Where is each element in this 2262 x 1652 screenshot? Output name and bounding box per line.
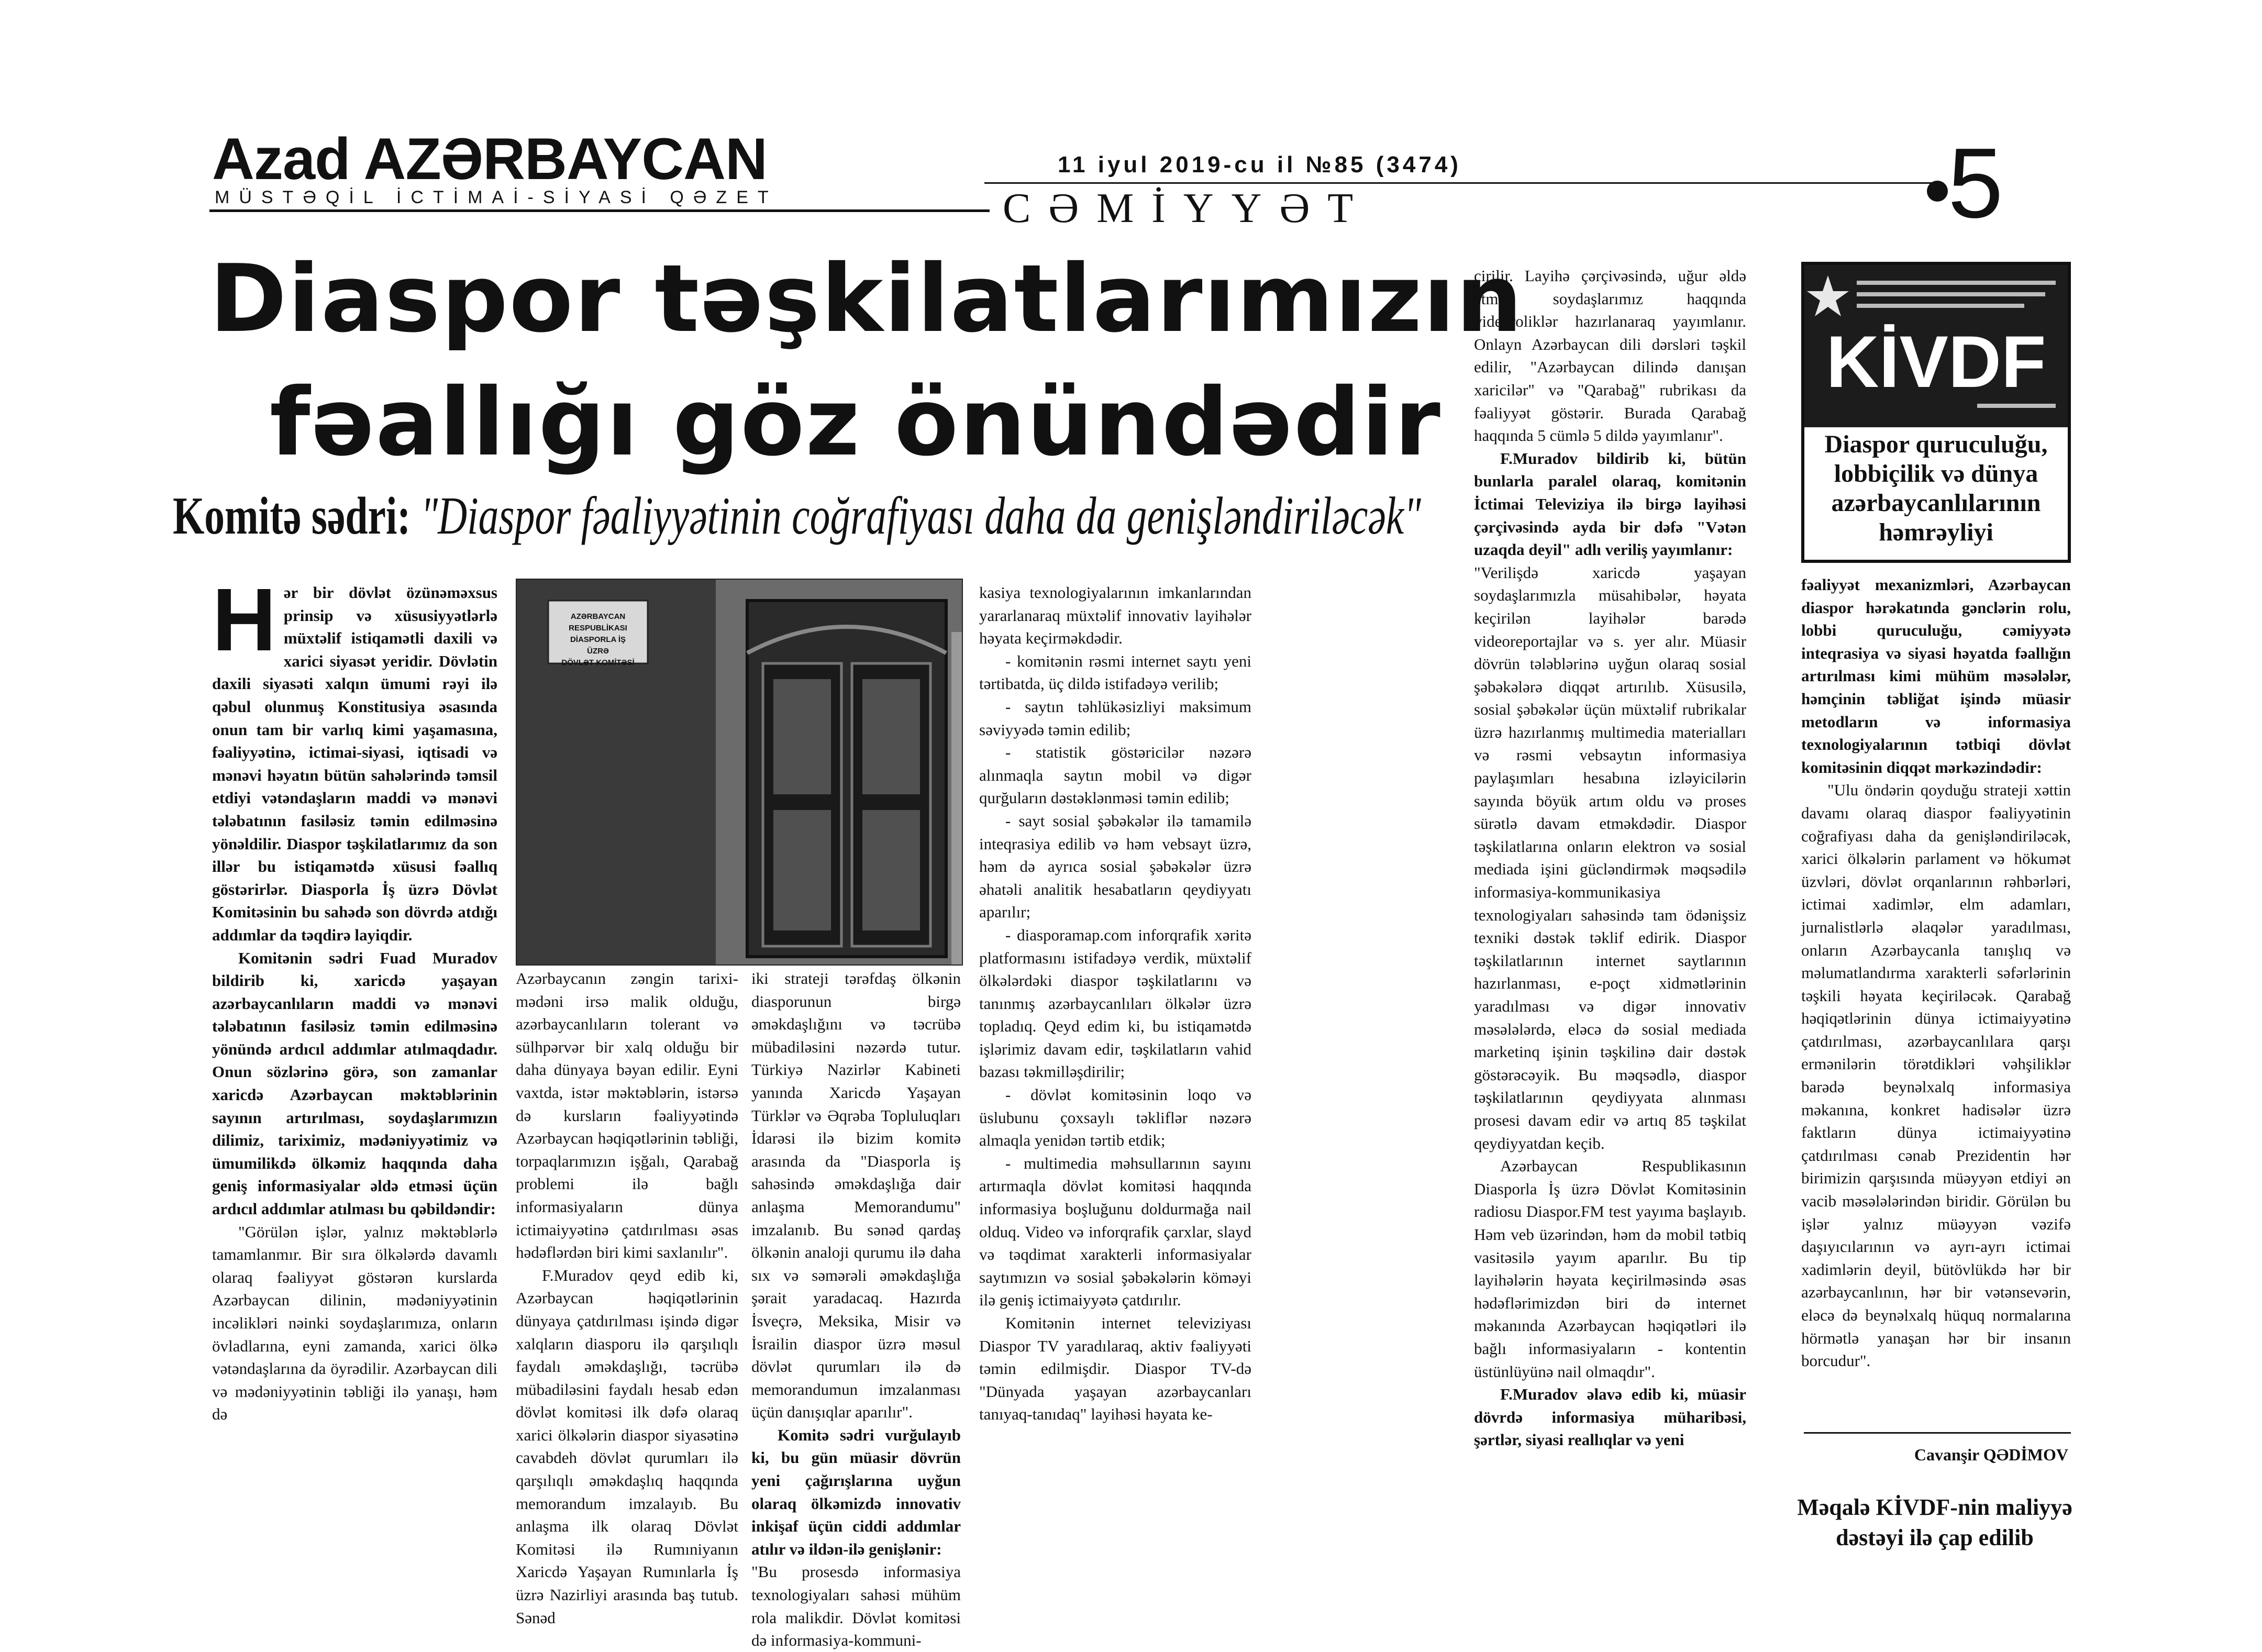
masthead-tagline: MÜSTƏQİL İCTİMAİ-SİYASİ QƏZET — [215, 187, 778, 207]
headline-line-1: Diaspor təşkilatlarımızın — [209, 245, 1524, 353]
funding-note: Məqalə KİVDF-nin maliyyə dəstəyi ilə çap edilib — [1797, 1494, 2072, 1550]
dropcap: H — [212, 570, 276, 670]
kivdf-sidebar — [1801, 262, 2071, 563]
col3-paragraph-1: iki strateji tərəfdaş ölkənin diasporunun birgə əməkdaşlığını və təcrübə mübadiləsini nəzərdə tutur. Türkiyə Nazirlər Kabineti yanında Xaricdə Yaşayan Türklər və Əqrəba Topluluqları İdarəsi ilə bizim komitə arasında da "Diasporla iş sahəsində əməkdaşlığa dair anlaşma Memorandumu" imzalanıb. Bu sənəd qardaş ölkənin analoji qurumu ilə daha sıx və səmərəli əməkdaşlığa şərait yaradacaq. Hazırda İsveçrə, Meksika, Misir və İsrailin diaspor üzrə məsul dövlət qurumları ilə də memorandumun imzalanması üçün danışıqlar aparılır". — [751, 969, 961, 1422]
article-column-6 — [1801, 573, 2071, 1372]
col4-bullet-7: - multimedia məhsullarının sayını artırmaqla dövlət komitəsi haqqında informasiya boşluğunu doldurmağa nail olduq. Video və inforqrafik çarxlar, slayd və təqdimat xarakterli informasiyalar saytımızın və sosial şəbəkələrin köməyi ilə geniş ictimaiyyətə çatdırılır. — [979, 1154, 1251, 1310]
col4-bullet-1: - komitənin rəsmi internet saytı yeni tərtibatda, üç dildə istifadəyə verilib; — [979, 651, 1251, 693]
col1-paragraph-2: Komitənin sədri Fuad Muradov bildirib ki, xaricdə yaşayan azərbaycanlıların maddi və mənəvi tələbatının fasiləsiz təmin edilməsinə yönündə ardıcıl addımlar atılmaqdadır. Onun sözlərinə görə, son zamanlar xaricdə Azərbaycan məktəblərinin sayının artırılması, soydaşlarımızın dilimiz, tariximiz, mədəniyyətimiz və ümumilikdə ölkəmiz haqqında daha geniş informasiyalar əldə etməsi üçün ardıcıl addımlar atılması bu qəbildəndir: — [212, 948, 497, 1218]
subheadline — [173, 486, 1421, 546]
col3-paragraph-2: Komitə sədri vurğulayıb ki, bu gün müasir dövrün yeni çağırışlarına uyğun olaraq ölkəmizdə innovativ inkişaf üçün ciddi addımlar atılır və ildən-ilə genişlənir: — [751, 1425, 961, 1558]
dateline-rule — [984, 182, 1943, 184]
masthead-name: Azad AZƏRBAYCAN — [212, 126, 767, 192]
col6-paragraph-2: "Ulu öndərin qoyduğu strateji xəttin davamı olaraq diaspor fəaliyyətinin coğrafiyası daha da genişləndiriləcək, xarici ölkələrin parlament və hökumət üzvləri, dövlət orqanlarının rəhbərləri, ictimai xadimlər, elm adamları, jurnalistlərlə əlaqələr yaradılması, onların Azərbaycanla tanışlıq və məlumatlandırma xarakterli səfərlərinin təşkili həyata keçiriləcək. Qarabağ həqiqətlərinin dünya ictimaiyyətinə çatdırılması, azərbaycanlılara qarşı ermənilərin törətdikləri vəhşiliklər barədə beynəlxalq informasiya məkanına, konkret hadisələr üzrə faktların dünya ictimaiyyətinə çatdırılması cənab Prezidentin hər birimizin qarşısında müəyyən etdiyi ən vacib məsələlərindən biridir. Görülən bu işlər yalnız müəyyən vəzifə daşıyıcılarının və ayrı-ayrı ictimai xadimlərin deyil, bütövlükdə hər bir azərbaycanlının, hər bir vətənsevərin, eləcə də beynəlxalq hüquq normalarına hörmətlə yanaşan hər bir insanın borcudur". — [1801, 781, 2071, 1370]
article-column-4 — [979, 581, 1251, 1426]
headline-line-2: fəallığı göz önündədir — [270, 368, 1442, 476]
photo-sign: AZƏRBAYCAN RESPUBLİKASI DİASPORLA İŞ ÜZRƏ DÖVLƏT KOMİTƏSİ — [561, 612, 635, 667]
section-title: CƏMİYYƏT — [1003, 185, 1371, 231]
subhead-label: Komitə sədri: — [173, 486, 411, 546]
col5-paragraph-1: çirilir. Layihə çərçivəsində, uğur əldə etmiş soydaşlarımız haqqında videoroliklər hazırlanaraq yayımlanır. Onlayn Azərbaycan dili dərsləri təşkil edilir, "Azərbaycan dilində danışan xaricilər" və "Qarabağ" rubrikası da fəaliyyət göstərir. Burada Qarabağ haqqında 5 cümlə 5 dildə yayımlanır". — [1474, 267, 1746, 445]
article-column-1 — [212, 570, 497, 1426]
col4-bullet-4: - sayt sosial şəbəkələr ilə tamamilə inteqrasiya edilib və həm vebsayt üzrə, həm də ayrıca sosial şəbəkələr üzrə əhatəli analitik hesabatların qeydiyyatı aparılır; — [979, 811, 1251, 922]
article-column-2 — [516, 967, 738, 1629]
col4-paragraph-2: Komitənin internet televiziyası Diaspor TV yaradılaraq, aktiv fəaliyyəti təmin edilmişdir. Diaspor TV-də "Dünyada yaşayan azərbaycanları tanıyaq-tanıdaq" layihəsi həyata ke- — [979, 1314, 1251, 1424]
sidebar-title: Diaspor quruculuğu, lobbiçilik və dünya azərbaycanlılarının həmrəyliyi — [1824, 430, 2048, 546]
col3-paragraph-3: "Bu prosesdə informasiya texnologiyaları sahəsi mühüm rola malikdir. Dövlət komitəsi də informasiya-kommuni- — [751, 1562, 961, 1650]
col4-bullet-2: - saytın təhlükəsizliyi maksimum səviyyədə təmin edilib; — [979, 697, 1251, 739]
col4-bullet-5: - diasporamap.com inforqrafik xəritə platformasını istifadəyə verdik, müxtəlif ölkələrdəki diaspor təşkilatlarını və tanınmış azərbaycanlıları ölkələr üzrə topladıq. Qeyd edim ki, bu istiqamətdə işlərimiz davam edir, təşkilatların vahid bazası təkmilləşdirilir; — [979, 925, 1251, 1081]
col2-paragraph-2: F.Muradov qeyd edib ki, Azərbaycan həqiqətlərinin dünyaya çatdırılması işində digər xalqların diasporu ilə qarşılıqlı faydalı əməkdaşlığı, təcrübə mübadiləsini faydalı hesab edən dövlət komitəsi ilk dəfə olaraq xarici ölkələrin diaspor siyasətinə cavabdeh dövlət qurumları ilə qarşılıqlı əməkdaşlıq haqqında memorandum imzalayıb. Bu anlaşma ilk olaraq Dövlət Komitəsi ilə Rumıniyanın Xaricdə Yaşayan Rumınlarla İş üzrə Nazirliyi arasında baş tutub. Sənəd — [516, 1266, 738, 1627]
col2-paragraph-1: Azərbaycanın zəngin tarixi-mədəni irsə malik olduğu, azərbaycanlıların tolerant və sülhpərvər bir xalq olduğu bir daha dünyaya bəyan edilir. Eyni vaxtda, istər məktəblərin, istərsə də kursların fəaliyyətində Azərbaycan həqiqətlərinin təbliği, torpaqlarımızın işğalı, Qarabağ problemi ilə bağlı informasiyaların dünya ictimaiyyətinə çatdırılması əsas hədəflərdən biri kimi saxlanılır". — [516, 969, 738, 1262]
col5-paragraph-4: Azərbaycan Respublikasının Diasporla İş üzrə Dövlət Komitəsinin radiosu Diaspor.FM test yayıma başlayıb. Həm veb üzərindən, həm də mobil tətbiq vasitəsilə yayım aparılır. Bu tip layihələrin həyata keçirilməsində əsas hədəflərimizdən biri də internet məkanında Azərbaycan həqiqətləri ilə bağlı informasiyaların - kontentin üstünlüyünə nail olmaqdır". — [1474, 1157, 1746, 1381]
col6-paragraph-1: fəaliyyət mexanizmləri, Azərbaycan diaspor hərəkatında gənclərin rolu, lobbi quruculuğu, cəmiyyətə inteqrasiya və siyasi həyatda fəallığın artırılması kimi mühüm məsələlər, həmçinin təbliğat işində müasir metodların və informasiya texnologiyalarının tətbiqi dövlət komitəsinin diqqət mərkəzindədir: — [1801, 575, 2071, 777]
kivdf-logo — [1804, 265, 2068, 427]
dateline: 11 iyul 2019-cu il №85 (3474) — [1058, 152, 1461, 178]
col4-bullet-6: - dövlət komitəsinin loqo və üslubunu çoxsaylı təkliflər nəzərə almaqla yenidən tərtib etdik; — [979, 1085, 1251, 1150]
col1-paragraph-3: "Görülən işlər, yalnız məktəblərlə tamamlanmır. Bir sıra ölkələrdə davamlı olaraq fəaliyyət göstərən kurslarda Azərbaycan dilinin, mədəniyyətinin incəlikləri nəinki soydaşlarımıza, onların övladlarına, eyni zamanda, xarici ölkə vətəndaşlarına da öyrədilir. Azərbaycan dili və mədəniyyətinin təbliği ilə yanaşı, həm də — [212, 1222, 497, 1424]
masthead-rule — [209, 209, 990, 212]
col5-paragraph-5: F.Muradov əlavə edib ki, müasir dövrdə informasiya müharibəsi, şərtlər, siyasi reallıqlar və yeni — [1474, 1385, 1746, 1449]
author-rule — [1804, 1432, 2071, 1434]
building-photo — [516, 579, 963, 966]
page-dot — [1927, 181, 1948, 202]
kivdf-logo-text: KİVDF — [1826, 320, 2046, 403]
col5-paragraph-2: F.Muradov bildirib ki, bütün bunlarla paralel olaraq, komitənin İctimai Televiziya ilə birgə layihəsi çərçivəsində ayda bir dəfə "Vətən uzaqda deyil" adlı veriliş yayımlanır: — [1474, 449, 1746, 559]
article-column-5 — [1474, 264, 1746, 1451]
col5-paragraph-3: "Verilişdə xaricdə yaşayan soydaşlarımızla müsahibələr, həyata keçirilən layihələr barədə videoreportajlar və s. yer alır. Müasir dövrün tələblərinə uyğun olaraq sosial şəbəkələrə diqqət artırılıb. Xüsusilə, sosial şəbəkələr üçün müxtəlif rubrikalar üzrə hazırlanmış multimedia materialları və rəsmi vebsaytın informasiya paylaşımları hesabına izləyicilərin sayında böyük artım oldu və proses sürətlə davam etməkdədir. Diaspor təşkilatlarına onların elektron və sosial mediada işini gücləndirmək məqsədilə informasiya-kommunikasiya texnologiyaları sahəsində tam ödənişsiz texniki dəstək təklif edirik. Diaspor təşkilatlarının internet saytlarının hazırlanması, e-poçt xidmətlərinin yaradılması və digər innovativ məsələlərdə, eləcə də sosial mediada marketinq işinin təşkilinə dair dəstək göstərəcəyik. Bu məqsədlə, diaspor təşkilatlarının qeydiyyata alınması prosesi davam edir və artıq 85 təşkilat qeydiyyatdan keçib. — [1474, 563, 1746, 1152]
subhead-quote: "Diaspor fəaliyyətinin coğrafiyası daha da genişləndiriləcək" — [420, 486, 1421, 546]
article-column-3 — [751, 967, 961, 1652]
page-number: 5 — [1948, 128, 2003, 239]
col4-paragraph-1: kasiya texnologiyalarının imkanlarından yararlanaraq müxtəlif innovativ layihələr həyata keçirməkdədir. — [979, 583, 1251, 648]
col1-intro: ər bir dövlət özünəməxsus prinsip və xüsusiyyətlərlə müxtəlif istiqamətli daxili və xarici siyasət yeridir. Dövlətin daxili siyasəti xalqın ümumi rəyi ilə qəbul olunmuş Konstitusiya əsasında onun tam bir varlıq kimi yaşamasına, fəaliyyətinə, ictimai-siyasi, iqtisadi və mənəvi həyatın bütün sahələrində təmsil etdiyi vətəndaşların maddi və mənəvi tələbatının fasiləsiz təmin edilməsinə yönəldilir. Diaspor təşkilatlarımız da son illər bu istiqamətdə xüsusi fəallıq göstərirlər. Diasporla İş üzrə Dövlət Komitəsinin bu sahədə son dövrdə atdığı addımlar da təqdirə layiqdir. — [212, 583, 497, 944]
col4-bullet-3: - statistik göstəricilər nəzərə alınmaqla saytın mobil və digər qurğuların dəstəklənməsi təmin edilib; — [979, 743, 1251, 807]
author-byline: Cavanşir QƏDİMOV — [1914, 1445, 2068, 1464]
